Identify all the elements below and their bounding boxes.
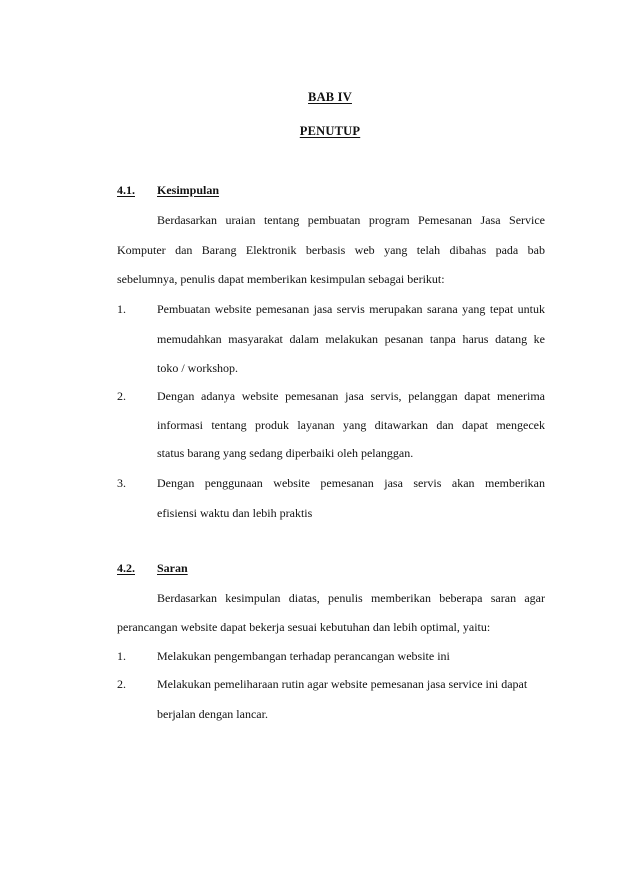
list-item-number: 1.: [117, 649, 126, 663]
list-item-number: 2.: [117, 389, 126, 403]
list-item-line: memudahkan masyarakat dalam melakukan pesanan tanpa harus datang ke: [157, 332, 545, 346]
list-item-number: 2.: [117, 677, 126, 691]
section-number: 4.1.: [117, 183, 135, 197]
list-item-line: berjalan dengan lancar.: [157, 707, 268, 721]
list-item-line: Dengan penggunaan website pemesanan jasa servis akan memberikan: [157, 476, 545, 490]
list-item-line: efisiensi waktu dan lebih praktis: [157, 506, 313, 520]
paragraph-line: Berdasarkan uraian tentang pembuatan program Pemesanan Jasa Service: [157, 213, 545, 227]
list-item-line: Melakukan pengembangan terhadap perancangan website ini: [157, 649, 450, 663]
list-item-number: 3.: [117, 476, 126, 490]
chapter-title: BAB IV: [308, 90, 352, 104]
paragraph-line: perancangan website dapat bekerja sesuai kebutuhan dan lebih optimal, yaitu:: [117, 620, 491, 634]
list-item-line: Pembuatan website pemesanan jasa servis merupakan sarana yang tepat untuk: [157, 302, 545, 316]
section-title: Saran: [157, 561, 188, 575]
list-item-line: Dengan adanya website pemesanan jasa servis, pelanggan dapat menerima: [157, 389, 545, 403]
list-item-number: 1.: [117, 302, 126, 316]
section-title: Kesimpulan: [157, 183, 220, 197]
section-number: 4.2.: [117, 561, 135, 575]
chapter-heading: PENUTUP: [299, 124, 361, 138]
paragraph-line: sebelumnya, penulis dapat memberikan kesimpulan sebagai berikut:: [117, 272, 445, 286]
list-item-line: status barang yang sedang diperbaiki oleh pelanggan.: [157, 446, 414, 460]
paragraph-line: Berdasarkan kesimpulan diatas, penulis memberikan beberapa saran agar: [157, 591, 545, 605]
list-item-line: informasi tentang produk layanan yang ditawarkan dan dapat mengecek: [157, 418, 545, 432]
paragraph-line: Komputer dan Barang Elektronik berbasis web yang telah dibahas pada bab: [117, 243, 545, 257]
list-item-line: Melakukan pemeliharaan rutin agar website pemesanan jasa service ini dapat: [157, 677, 528, 691]
list-item-line: toko / workshop.: [157, 361, 238, 375]
